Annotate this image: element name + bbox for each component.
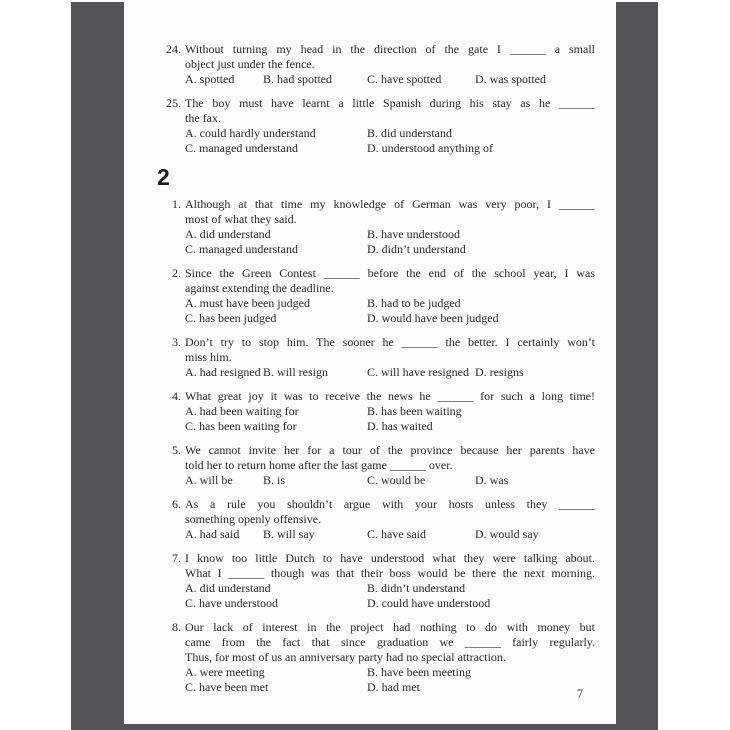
option-d: D. was spotted bbox=[475, 72, 546, 86]
question-number: 2. bbox=[172, 266, 181, 280]
option-c: C. would be bbox=[367, 473, 426, 487]
options-row bbox=[185, 527, 595, 542]
option-a: A. had been waiting for bbox=[185, 404, 299, 418]
question-body bbox=[185, 620, 595, 695]
option-c: C. managed understand bbox=[185, 141, 298, 155]
option-d: D. would have been judged bbox=[367, 311, 499, 325]
option-d: D. resigns bbox=[475, 365, 524, 379]
page-content bbox=[124, 0, 616, 695]
question-body bbox=[185, 389, 595, 434]
question bbox=[157, 620, 595, 695]
option-b: B. did understand bbox=[367, 126, 452, 140]
stem-line: miss him. bbox=[185, 350, 232, 364]
question-body bbox=[185, 96, 595, 156]
options-row bbox=[185, 473, 595, 488]
question bbox=[157, 42, 595, 87]
option-d: D. didn’t understand bbox=[367, 242, 466, 256]
options-grid bbox=[185, 227, 595, 257]
option-b: B. had spotted bbox=[263, 72, 332, 86]
question bbox=[157, 443, 595, 488]
question-body bbox=[185, 335, 595, 380]
question-number: 5. bbox=[172, 443, 181, 457]
question bbox=[157, 335, 595, 380]
question-number: 6. bbox=[172, 497, 181, 511]
stem-line: the fax. bbox=[185, 111, 221, 125]
option-d: D. could have understood bbox=[367, 596, 491, 610]
stem-line: Our lack of interest in the project had nothing to do with money but bbox=[185, 620, 595, 634]
options-grid bbox=[185, 296, 595, 326]
option-c: C. have been met bbox=[185, 680, 269, 694]
question-number: 4. bbox=[172, 389, 181, 403]
option-b: B. will resign bbox=[263, 365, 328, 379]
stem-line: something openly offensive. bbox=[185, 512, 322, 526]
option-a: A. must have been judged bbox=[185, 296, 310, 310]
question bbox=[157, 197, 595, 257]
option-c: C. have said bbox=[367, 527, 426, 541]
options-row bbox=[185, 365, 595, 380]
option-b: B. is bbox=[263, 473, 286, 487]
stem-line: I know too little Dutch to have understood what they were talking about. bbox=[185, 551, 595, 565]
question-body bbox=[185, 443, 595, 488]
question-body bbox=[185, 42, 595, 87]
question-number: 3. bbox=[172, 335, 181, 349]
option-a: A. did understand bbox=[185, 581, 271, 595]
stem-line: Thus, for most of us an anniversary party had no special attraction. bbox=[185, 650, 506, 664]
stem-line: Don’t try to stop him. The sooner he ______ the better. I certainly won’t bbox=[185, 335, 595, 349]
option-a: A. were meeting bbox=[185, 665, 265, 679]
question-number: 24. bbox=[166, 42, 181, 56]
question bbox=[157, 389, 595, 434]
stem-line: What great joy it was to receive the news he ______ for such a long time! bbox=[185, 389, 595, 403]
stem-line: The boy must have learnt a little Spanish during his stay as he ______ bbox=[185, 96, 595, 110]
option-a: A. could hardly understand bbox=[185, 126, 316, 140]
options-row bbox=[185, 72, 595, 87]
option-b: B. have understood bbox=[367, 227, 460, 241]
stem-line: Although at that time my knowledge of German was very poor, I ______ bbox=[185, 197, 595, 211]
question-body bbox=[185, 266, 595, 326]
question-number: 25. bbox=[166, 96, 181, 110]
options-grid bbox=[185, 581, 595, 611]
question-body bbox=[185, 197, 595, 257]
options-grid bbox=[185, 404, 595, 434]
option-b: B. had to be judged bbox=[367, 296, 461, 310]
option-b: B. didn’t understand bbox=[367, 581, 466, 595]
page-number: 7 bbox=[576, 687, 583, 701]
question-number: 8. bbox=[172, 620, 181, 634]
stem-line: What I ______ though was that their boss would be there the next morning. bbox=[185, 566, 595, 580]
option-c: C. managed understand bbox=[185, 242, 298, 256]
option-b: B. has been waiting bbox=[367, 404, 462, 418]
question-body bbox=[185, 551, 595, 611]
question-body bbox=[185, 497, 595, 542]
stem-line: We cannot invite her for a tour of the province because her parents have bbox=[185, 443, 595, 457]
option-d: D. would say bbox=[475, 527, 539, 541]
options-grid bbox=[185, 665, 595, 695]
option-d: D. understood anything of bbox=[367, 141, 493, 155]
question-number: 1. bbox=[172, 197, 181, 211]
stem-line: told her to return home after the last game ______ over. bbox=[185, 458, 453, 472]
stem-line: against extending the deadline. bbox=[185, 281, 334, 295]
stem-line: Since the Green Contest ______ before the end of the school year, I was bbox=[185, 266, 595, 280]
question bbox=[157, 266, 595, 326]
stem-line: Without turning my head in the direction of the gate I ______ a small bbox=[185, 42, 595, 56]
stem-line: object just under the fence. bbox=[185, 57, 315, 71]
option-c: C. has been waiting for bbox=[185, 419, 297, 433]
option-a: A. spotted bbox=[185, 72, 235, 86]
question-number: 7. bbox=[172, 551, 181, 565]
question bbox=[157, 96, 595, 156]
option-b: B. will say bbox=[263, 527, 315, 541]
question bbox=[157, 551, 595, 611]
option-c: C. will have resigned bbox=[367, 365, 469, 379]
book-page bbox=[124, 0, 616, 724]
option-a: A. did understand bbox=[185, 227, 271, 241]
options-grid bbox=[185, 126, 595, 156]
option-a: A. will be bbox=[185, 473, 233, 487]
option-b: B. have been meeting bbox=[367, 665, 471, 679]
option-d: D. was bbox=[475, 473, 509, 487]
option-c: C. have understood bbox=[185, 596, 278, 610]
section-header: 2 bbox=[157, 164, 170, 190]
option-a: A. had resigned bbox=[185, 365, 261, 379]
stem-line: most of what they said. bbox=[185, 212, 297, 226]
option-c: C. have spotted bbox=[367, 72, 442, 86]
option-c: C. has been judged bbox=[185, 311, 277, 325]
stem-line: came from the fact that since graduation we ______ fairly regularly. bbox=[185, 635, 595, 649]
option-d: D. has waited bbox=[367, 419, 433, 433]
stem-line: As a rule you shouldn’t argue with your hosts unless they ______ bbox=[185, 497, 595, 511]
option-d: D. had met bbox=[367, 680, 420, 694]
option-a: A. had said bbox=[185, 527, 240, 541]
question bbox=[157, 497, 595, 542]
